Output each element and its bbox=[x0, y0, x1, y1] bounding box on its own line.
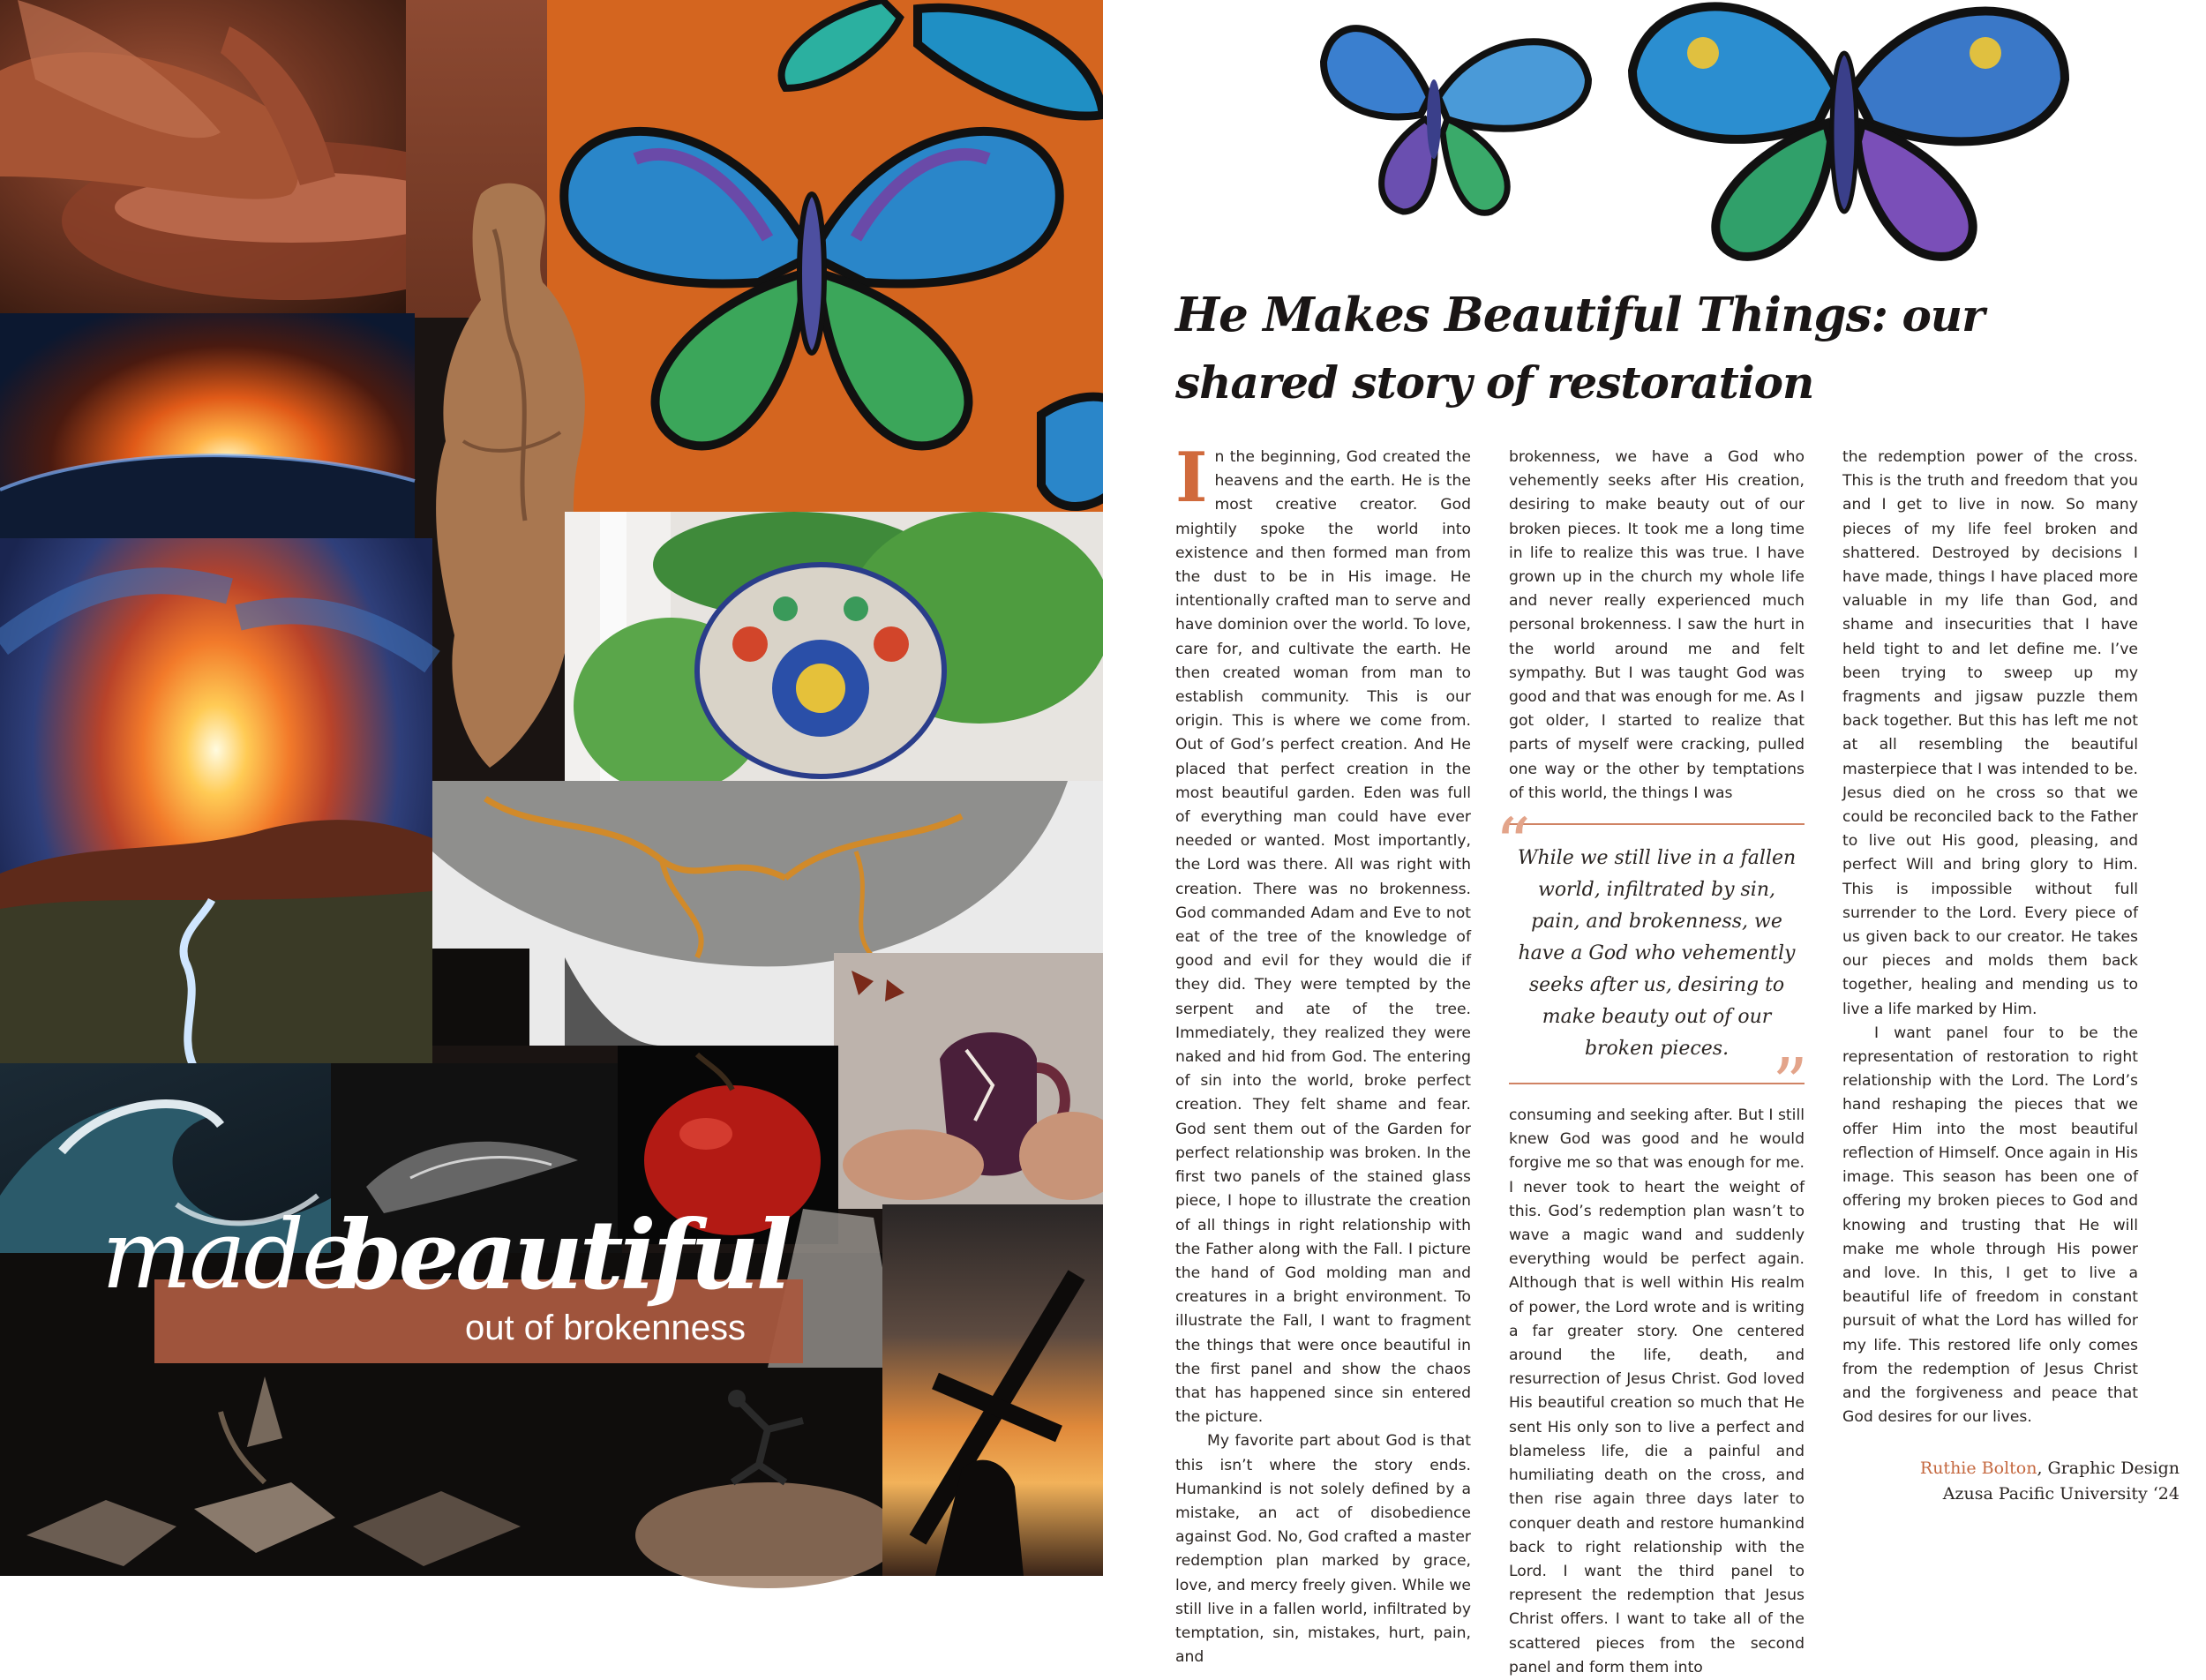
broken-pottery-photo bbox=[0, 1376, 591, 1576]
article-column-1 bbox=[1175, 438, 1471, 1669]
headline-made: made bbox=[101, 1200, 356, 1310]
article-page bbox=[1103, 0, 2206, 1676]
butterfly-header-art bbox=[1324, 0, 2206, 265]
title-sub: our shared story of restoration bbox=[1175, 289, 1985, 409]
pull-quote-text: While we still live in a fallen world, infiltrated by sin, pain, and brokenness, we have a God who vehemently seeks after us, desiring to make beauty out of our broken pieces. bbox=[1517, 847, 1797, 1061]
pull-quote bbox=[1495, 803, 1808, 1126]
earth-sunrise-photo bbox=[0, 313, 415, 538]
drop-cap: I bbox=[1175, 438, 1208, 518]
falling-figure-photo bbox=[635, 1359, 900, 1576]
article-column-2 bbox=[1495, 446, 1808, 1680]
open-quote-mark: “ bbox=[1495, 803, 1531, 886]
author-name: Ruthie Bolton bbox=[1919, 1459, 2037, 1478]
butterfly-small bbox=[1324, 28, 1588, 213]
paragraph bbox=[1175, 438, 1471, 1429]
butterfly-large bbox=[1632, 6, 2065, 257]
author-role: , Graphic Design bbox=[2037, 1459, 2180, 1478]
article-title bbox=[1175, 284, 2102, 419]
byline bbox=[1920, 1456, 2180, 1507]
byline-line-1 bbox=[1920, 1456, 2180, 1481]
headline-lockup bbox=[101, 1200, 799, 1366]
cosmic-landscape-painting bbox=[0, 538, 432, 1068]
collage-page bbox=[0, 0, 1103, 1576]
plant-pot-photo bbox=[565, 512, 1103, 803]
headline-subtitle: out of brokenness bbox=[465, 1309, 746, 1347]
author-school: Azusa Pacific University ‘24 bbox=[1942, 1484, 2180, 1504]
close-quote-mark: ” bbox=[1772, 1043, 1808, 1126]
article-column-3 bbox=[1842, 446, 2138, 1429]
butterfly-quilt-photo bbox=[547, 0, 1103, 512]
paragraph: the redemption power of the cross. This is the truth and freedom that you and I get to live in now. So many pieces of my life feel broken and shattered. Destroyed by decisions I have made, things I have placed more valuable in my life than God, and shame and insecurities that I have held tight to and let define me. I’ve been trying to sweep up my fragments and jigsaw puzzle them back together. But this has left me not at all resembling the beautiful masterpiece that I was intended to be. Jesus died on he cross so that we could be reconciled back to the Father to live out His good, pleasing, and perfect Will and bring glory to Him. This is impossible without full surrender to the Lord. Every piece of us given back to our creator. He takes our pieces and molds them back together, healing and mending us to live a life marked by Him. bbox=[1842, 448, 2138, 1018]
clay-hands-photo bbox=[0, 0, 415, 313]
paragraph: consuming and seeking after. But I still knew God was good and he would forgive me so that was enough for me. I never took to heart the weight of this. God’s redemption plan wasn’t to wave a magic wand and suddenly everything would be perfect again. Although that is well within His realm of power, the Lord wrote and is writing a far greater story. One centered around the life, death, and resurrection of Jesus Christ. God loved His beautiful creation so much that He sent His only son to live a perfect and blameless life, die a painful and humiliating death on the cross, and then rise again three days later to conquer death and restore humankind back to right relationship with the Lord. I want the third panel to represent the redemption that Jesus Christ offers. I want to take all of the scattered pieces from the second panel and form them into bbox=[1509, 1106, 1805, 1676]
title-main: He Makes Beautiful Things: bbox=[1175, 288, 1888, 342]
paragraph: brokenness, we have a God who vehemently seeks after His creation, desiring to make beauty out of our broken pieces. It took me a long time in life to realize this was true. I have grown up in the church my whole life and never really experienced much personal brokenness. I saw the hurt in the world around me and felt sympathy. But I was taught God was good and that was enough for me. As I got older, I started to realize that parts of myself were cracking, pulled one way or the other by temptations of this world, the things I was bbox=[1509, 448, 1805, 802]
cross-silhouette-photo bbox=[882, 1204, 1103, 1576]
paragraph: My favorite part about God is that this isn’t where the story ends. Humankind is not solely defined by a mistake, an act of disobedience against God. No, God crafted a master redemption plan marked by grace, love, and mercy freely given. While we still live in a fallen world, infiltrated by temptation, sin, mistakes, hurt, pain, and bbox=[1175, 1432, 1471, 1667]
headline-beautiful: beautiful bbox=[335, 1200, 789, 1311]
paragraph: I want panel four to be the representation of restoration to right relationship with the Lord. The Lord’s hand reshaping the pieces that we offer Him into the most beautiful reflection of Himself. Once again in His image. This season has been one of offering my broken pieces to God and knowing and trusting that He will make me whole through His power and love. In this, I get to live a beautiful life of freedom in constant pursuit of what the Lord has willed for my life. This restored life only comes from the redemption of Jesus Christ and the forgiveness and peace that God desires for our lives. bbox=[1842, 1024, 2138, 1427]
paragraph-text: n the beginning, God created the heavens and the earth. He is the most creative creator. God mightily spoke the world into existence and then formed man from the dust to be in His image. He intentionally crafted man to serve and have dominion over the world. To love, care for, and cultivate the earth. He then created woman from man to establish community. This is our origin. This is where we come from. Out of God’s perfect creation. And He placed that perfect creation in the most beautiful garden. Eden was full of everything man could have ever needed or wanted. Most importantly, the Lord was there. All was right with creation. There was no brokenness. God commanded Adam and Eve to not eat of the tree of the knowledge of good and evil for they would die if they did. They were tempted by the serpent and ate of the tree. Immediately, they realized they were naked and hid from God. The entering of sin into the world, broke perfect creation. They felt shame and fear. God sent them out of the Garden for perfect relationship was broken. In the first two panels of the stained glass piece, I hope to illustrate the creation of all things in right relationship with the Father along with the Fall. I picture the hand of God molding man and creatures in a bright environment. To illustrate the Fall, I want to fragment the things that were once beautiful in the first panel and show the chaos that has happened since sin entered the picture. bbox=[1175, 448, 1471, 1427]
cracked-mug-photo bbox=[834, 953, 1103, 1209]
